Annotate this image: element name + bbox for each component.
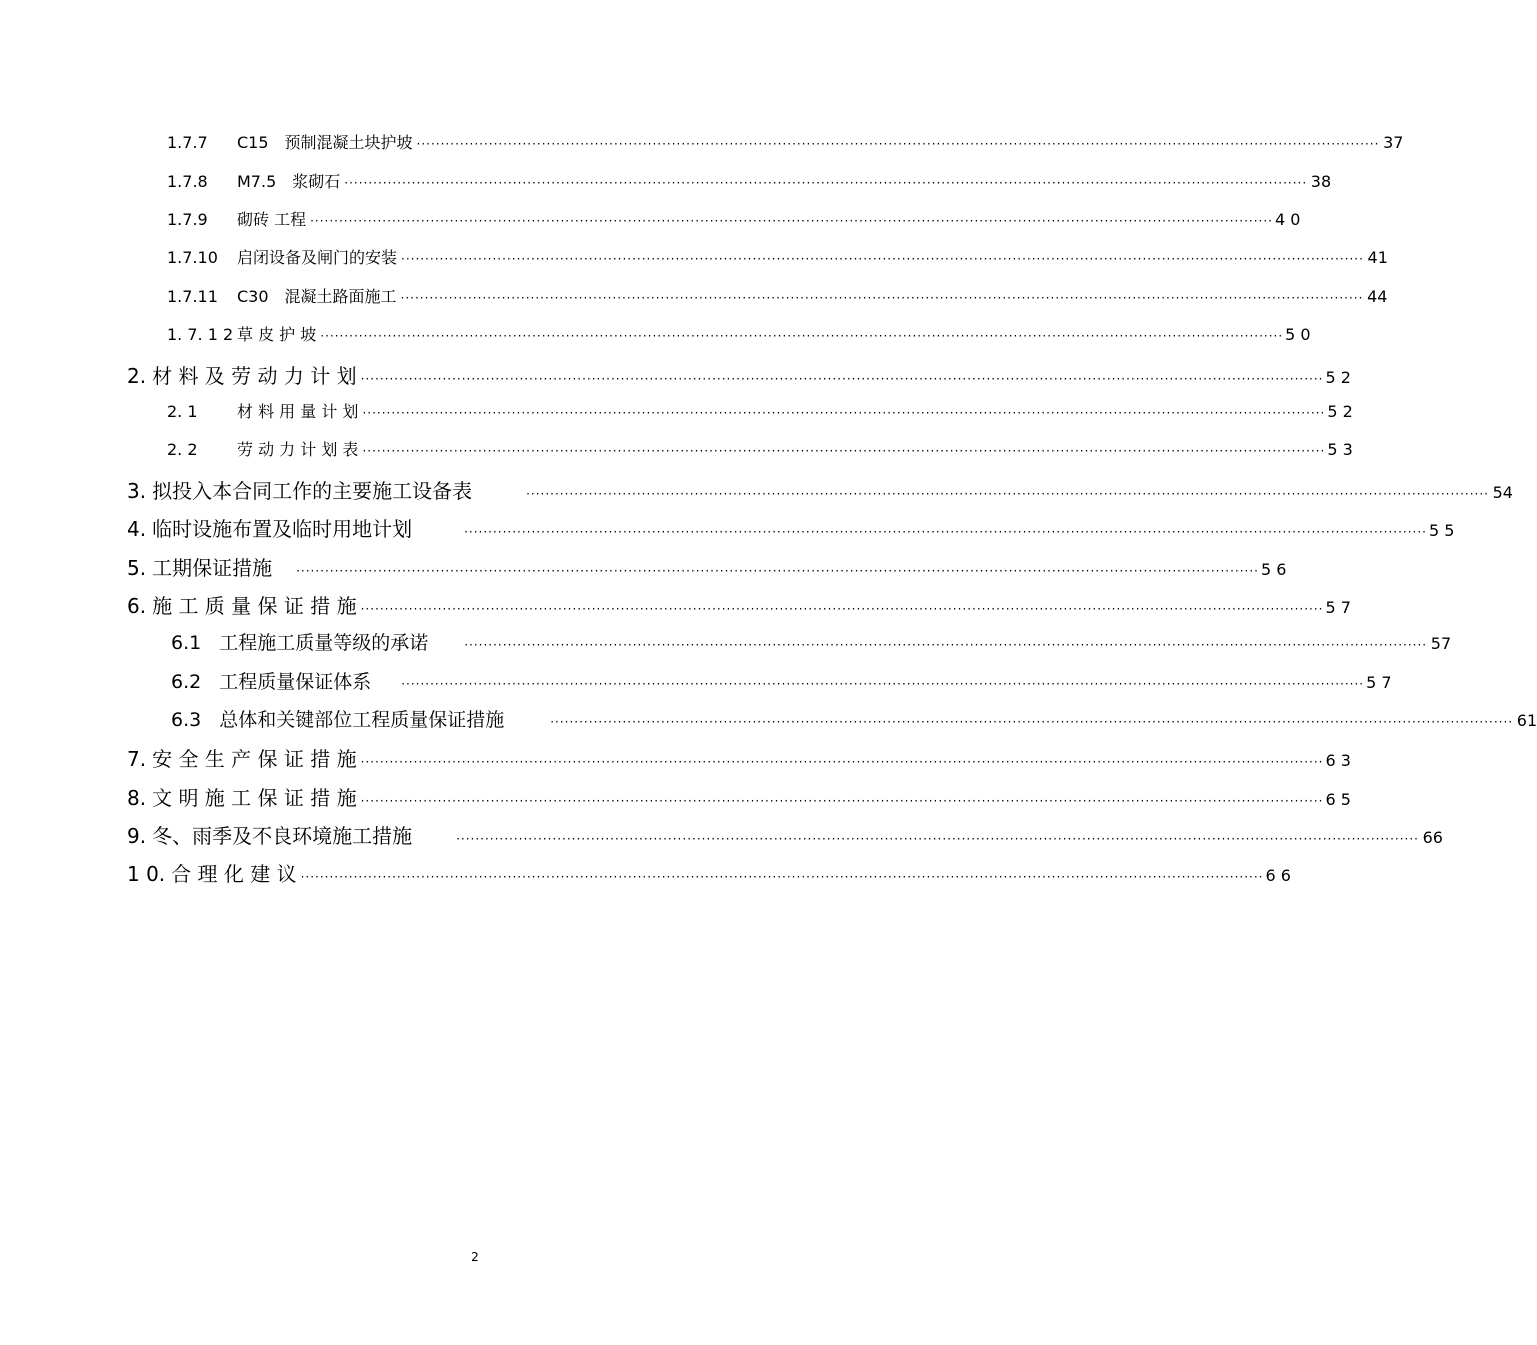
toc-entry-page: 57 [1430,634,1452,653]
toc-entry-title: 总体和关键部位工程质量保证措施 [219,709,505,731]
toc-entry-title: 冬、雨季及不良环境施工措施 [152,824,413,848]
toc-entry-number: 1.7.11 [167,287,218,306]
dot-leader: ········································································································································································································ [362,406,1326,420]
toc-entry-title: 劳 动 力 计 划 表 [237,440,359,459]
toc-entry-number: 9. [127,824,147,848]
dot-leader: ········································································································································································································ [401,677,1365,691]
toc-entry [167,245,1388,268]
toc-entry [127,475,1513,504]
toc-entry-title: 草 皮 护 坡 [237,325,317,344]
dot-leader: ········································································································································································································ [360,755,1324,769]
toc-entry-number: 8. [127,786,147,810]
toc-entry-title: 启闭设备及闸门的安装 [237,248,398,267]
toc-entry-title: 工程施工质量等级的承诺 [219,632,429,654]
toc-entry [127,590,1351,619]
dot-leader: ········································································································································································································ [464,525,1427,539]
toc-entry-page: 5 3 [1327,440,1353,459]
toc-entry-title: C15 预制混凝土块护坡 [237,133,413,152]
toc-entry-number: 7. [127,747,147,771]
toc-entry [167,130,1404,153]
dot-leader: ········································································································································································································ [300,870,1264,884]
dot-leader: ········································································································································································································ [400,291,1364,305]
dot-leader: ········································································································································································································ [360,372,1324,386]
toc-entry [171,705,1537,732]
toc-entry [127,743,1351,772]
toc-entry-number: 1.7.7 [167,133,208,152]
dot-leader: ········································································································································································································ [464,638,1428,652]
dot-leader: ········································································································································································································ [362,444,1326,458]
toc-entry [171,667,1392,694]
toc-entry-page: 4 0 [1274,210,1301,229]
toc-entry-number: 2. [127,364,147,388]
toc-entry [127,782,1351,811]
dot-leader: ········································································································································································································ [310,214,1273,228]
toc-entry-title: 材 料 用 量 计 划 [237,402,359,421]
toc-entry-page: 6 3 [1325,751,1351,770]
toc-entry [127,858,1291,887]
toc-entry-page: 5 2 [1327,402,1353,421]
toc-entry-page: 44 [1367,287,1388,306]
toc-entry [167,437,1353,460]
toc-entry-page: 41 [1367,248,1388,267]
dot-leader: ········································································································································································································ [360,794,1324,808]
toc-entry-title: 安 全 生 产 保 证 措 施 [152,747,357,771]
toc-entry-number: 6.3 [171,709,202,731]
toc-entry-page: 6 6 [1265,866,1291,885]
toc-entry-page: 38 [1310,172,1332,191]
toc-entry-title: M7.5 浆砌石 [237,172,341,191]
toc-entry-page: 5 7 [1366,673,1392,692]
toc-entry-page: 61 [1516,711,1537,730]
toc-entry-number: 1 0. [127,862,166,886]
toc-entry-number: 1.7.10 [167,248,218,267]
toc-entry-title: 拟投入本合同工作的主要施工设备表 [152,479,473,503]
toc-entry [167,169,1332,192]
toc-entry-number: 2. 2 [167,440,198,459]
toc-entry-page: 5 7 [1325,598,1351,617]
dot-leader: ········································································································································································································ [320,329,1284,343]
toc-entry-number: 6. [127,594,147,618]
toc-entry-title: 材 料 及 劳 动 力 计 划 [152,364,357,388]
dot-leader: ········································································································································································································ [550,715,1514,729]
toc-entry-number: 4. [127,517,147,541]
toc-entry-page: 5 0 [1285,325,1311,344]
dot-leader: ········································································································································································································ [456,832,1419,846]
dot-leader: ········································································································································································································ [416,137,1380,151]
toc-entry [127,360,1351,389]
toc-entry-page: 5 2 [1325,368,1351,387]
toc-entry-number: 3. [127,479,147,503]
toc-entry-number: 1. 7. 1 2 [167,325,234,344]
toc-entry-number: 2. 1 [167,402,198,421]
toc-entry-page: 66 [1422,828,1443,847]
toc-entry [127,513,1455,542]
toc-entry-number: 5. [127,556,147,580]
toc-entry-number: 1.7.9 [167,210,208,229]
toc-entry-title: 工程质量保证体系 [219,671,372,693]
toc-entry [167,207,1301,230]
toc-entry-number: 6.1 [171,632,202,654]
toc-entry-number: 1.7.8 [167,172,208,191]
toc-entry-page: 54 [1492,483,1513,502]
toc-entry-title: 临时设施布置及临时用地计划 [152,517,413,541]
toc-entry-title: 施 工 质 量 保 证 措 施 [152,594,357,618]
toc-entry [167,399,1353,422]
toc-entry-title: 工期保证措施 [152,556,273,580]
toc-entry [171,628,1452,655]
toc-entry-title: 文 明 施 工 保 证 措 施 [152,786,357,810]
toc-entry [127,820,1443,849]
toc-entry-number: 6.2 [171,671,202,693]
page-number: 2 [471,1250,479,1264]
toc-entry-title: C30 混凝土路面施工 [237,287,397,306]
toc-entry [167,322,1311,345]
toc-entry-page: 6 5 [1325,790,1351,809]
toc-entry-page: 37 [1383,133,1404,152]
toc-entry-title: 合 理 化 建 议 [171,862,297,886]
dot-leader: ········································································································································································································ [526,487,1489,501]
toc-entry-page: 5 5 [1428,521,1455,540]
toc-entry-title: 砌砖 工程 [237,210,307,229]
toc-entry-page: 5 6 [1260,560,1287,579]
dot-leader: ········································································································································································································ [360,602,1324,616]
toc-entry [127,552,1287,581]
dot-leader: ········································································································································································································ [296,564,1259,578]
dot-leader: ········································································································································································································ [401,252,1364,266]
toc-entry [167,284,1388,307]
dot-leader: ········································································································································································································ [344,176,1308,190]
